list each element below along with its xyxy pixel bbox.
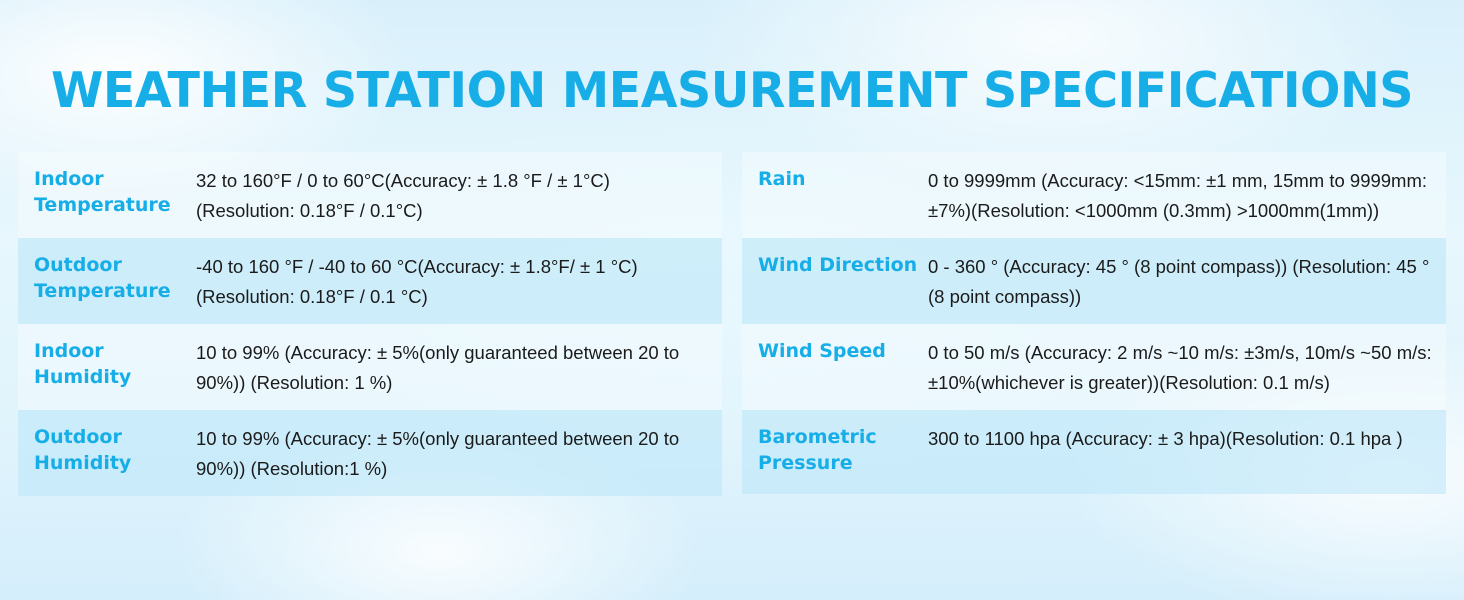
table-row (742, 324, 1446, 410)
table-row (742, 238, 1446, 324)
spec-label: Rain (758, 168, 806, 190)
table-row (742, 152, 1446, 238)
specifications-column-right (742, 152, 1446, 496)
spec-value: -40 to 160 °F / -40 to 60 °C(Accuracy: ± 1.8°F/ ± 1 °C)(Resolution: 0.18°F / 0.1 °C) (196, 255, 638, 307)
table-row (742, 410, 1446, 494)
page-title: WEATHER STATION MEASUREMENT SPECIFICATIONS (50, 62, 1414, 119)
spec-label: Barometric Pressure (758, 425, 877, 475)
spec-label: Outdoor Temperature (34, 253, 171, 303)
table-row (18, 238, 722, 324)
spec-value: 0 - 360 ° (Accuracy: 45 ° (8 point compass)) (Resolution: 45 ° (8 point compass)) (928, 255, 1430, 307)
spec-label: Indoor Humidity (34, 339, 132, 389)
spec-value: 300 to 1100 hpa (Accuracy: ± 3 hpa)(Resolution: 0.1 hpa ) (928, 427, 1403, 449)
spec-value: 10 to 99% (Accuracy: ± 5%(only guaranteed between 20 to 90%)) (Resolution:1 %) (196, 427, 680, 479)
specifications-table (18, 152, 1446, 496)
table-row (18, 410, 722, 496)
spec-value: 32 to 160°F / 0 to 60°C(Accuracy: ± 1.8 °F / ± 1°C) (Resolution: 0.18°F / 0.1°C) (196, 170, 610, 221)
spec-label: Wind Direction (758, 253, 918, 276)
spec-value: 0 to 9999mm (Accuracy: <15mm: ±1 mm, 15mm to 9999mm:±7%)(Resolution: <1000mm (0.3mm) >1000mm(1mm)) (928, 170, 1428, 221)
table-row (18, 152, 722, 238)
spec-value: 0 to 50 m/s (Accuracy: 2 m/s ~10 m/s: ±3m/s, 10m/s ~50 m/s: ±10%(whichever is greater))(Resolution: 0.1 m/s) (928, 341, 1432, 393)
spec-value: 10 to 99% (Accuracy: ± 5%(only guaranteed between 20 to 90%)) (Resolution: 1 %) (196, 341, 680, 393)
spec-label: Wind Speed (758, 339, 886, 362)
specifications-column-left (18, 152, 722, 496)
spec-label: Indoor Temperature (34, 168, 171, 217)
table-row (18, 324, 722, 410)
spec-label: Outdoor Humidity (34, 425, 132, 475)
